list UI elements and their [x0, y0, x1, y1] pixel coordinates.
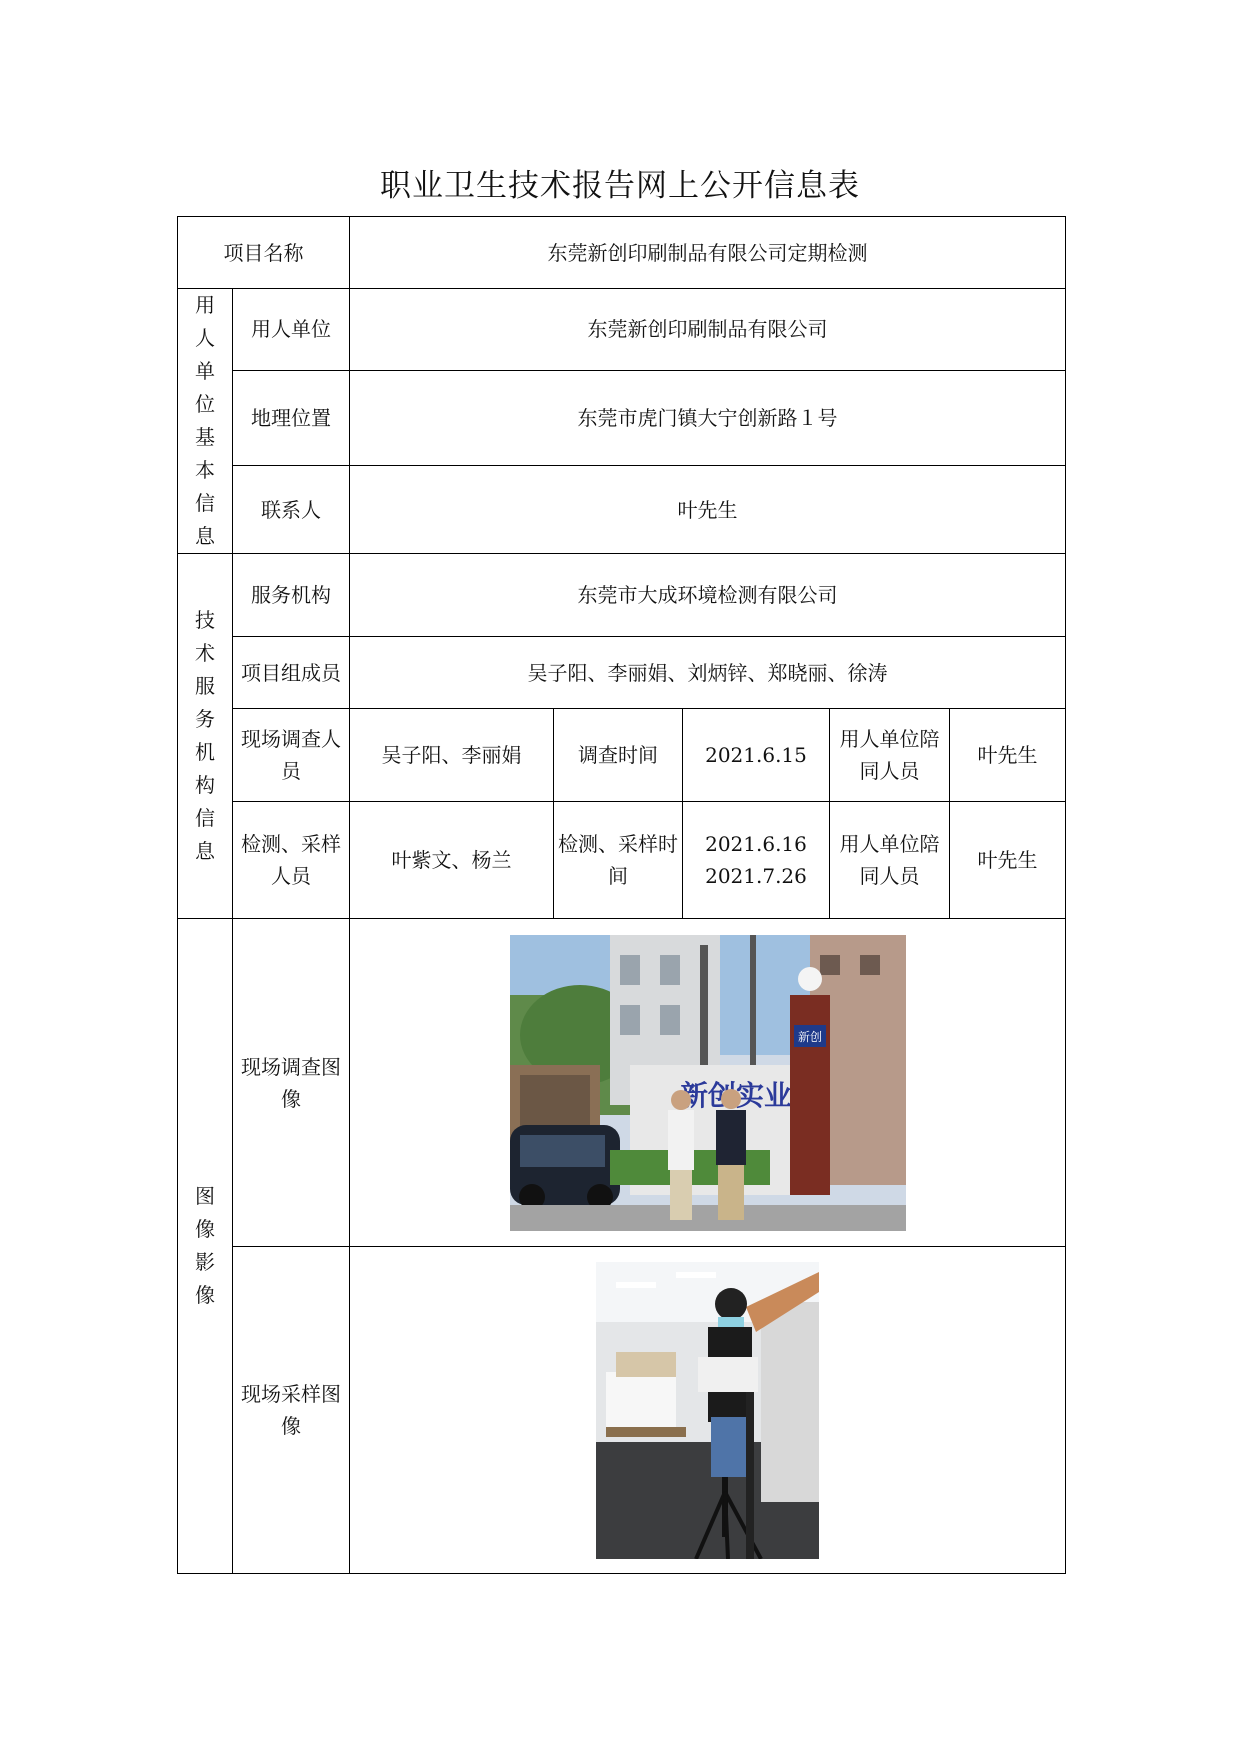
sampling-time-2: 2021.7.26: [705, 864, 807, 888]
members-label: 项目组成员: [233, 637, 350, 709]
sampling-escort-label: 用人单位陪同人员: [830, 802, 950, 919]
employer-unit-value: 东莞新创印刷制品有限公司: [350, 289, 1066, 371]
survey-staff-label: 现场调查人员: [233, 709, 350, 802]
agency-value: 东莞市大成环境检测有限公司: [350, 554, 1066, 637]
project-name-value: 东莞新创印刷制品有限公司定期检测: [350, 217, 1066, 289]
sampling-image-cell: [350, 1247, 1066, 1574]
service-section-label: 技术服务机构信息: [178, 554, 233, 919]
info-table: [177, 216, 1066, 1574]
location-label: 地理位置: [233, 370, 350, 466]
pillar-text: 新创: [797, 1029, 822, 1044]
agency-label: 服务机构: [233, 554, 350, 637]
survey-photo-illustration: [510, 935, 906, 1231]
sampling-time-value: [683, 802, 830, 919]
contact-value: 叶先生: [350, 466, 1066, 554]
contact-row: [178, 466, 1066, 554]
survey-image-label: 现场调查图像: [233, 919, 350, 1247]
sampling-staff-value: 叶紫文、杨兰: [350, 802, 554, 919]
survey-time-label: 调查时间: [554, 709, 683, 802]
contact-label: 联系人: [233, 466, 350, 554]
sampling-time-label: 检测、采样时间: [554, 802, 683, 919]
survey-escort-label: 用人单位陪同人员: [830, 709, 950, 802]
survey-time-value: 2021.6.15: [683, 709, 830, 802]
employer-unit-label: 用人单位: [233, 289, 350, 371]
location-value: 东莞市虎门镇大宁创新路１号: [350, 370, 1066, 466]
survey-photo: [510, 935, 906, 1231]
survey-row: [178, 709, 1066, 802]
survey-staff-value: 吴子阳、李丽娟: [350, 709, 554, 802]
survey-image-cell: [350, 919, 1066, 1247]
sampling-escort-value: 叶先生: [950, 802, 1066, 919]
project-name-label: 项目名称: [178, 217, 350, 289]
location-row: [178, 370, 1066, 466]
sampling-row: [178, 802, 1066, 919]
sampling-image-label: 现场采样图像: [233, 1247, 350, 1574]
sampling-image-row: [178, 1247, 1066, 1574]
employer-section-label: 用人单位基本信息: [178, 289, 233, 554]
page-title: 职业卫生技术报告网上公开信息表: [380, 168, 860, 204]
employer-unit-row: [178, 289, 1066, 371]
image-section-label: 图像影像: [178, 919, 233, 1574]
sampling-photo-illustration: [596, 1262, 819, 1559]
members-value: 吴子阳、李丽娟、刘炳锌、郑晓丽、徐涛: [350, 637, 1066, 709]
sampling-photo: [596, 1262, 819, 1559]
survey-escort-value: 叶先生: [950, 709, 1066, 802]
sampling-staff-label: 检测、采样人员: [233, 802, 350, 919]
agency-row: [178, 554, 1066, 637]
members-row: [178, 637, 1066, 709]
project-row: [178, 217, 1066, 289]
sampling-time-1: 2021.6.16: [705, 832, 807, 856]
survey-image-row: [178, 919, 1066, 1247]
